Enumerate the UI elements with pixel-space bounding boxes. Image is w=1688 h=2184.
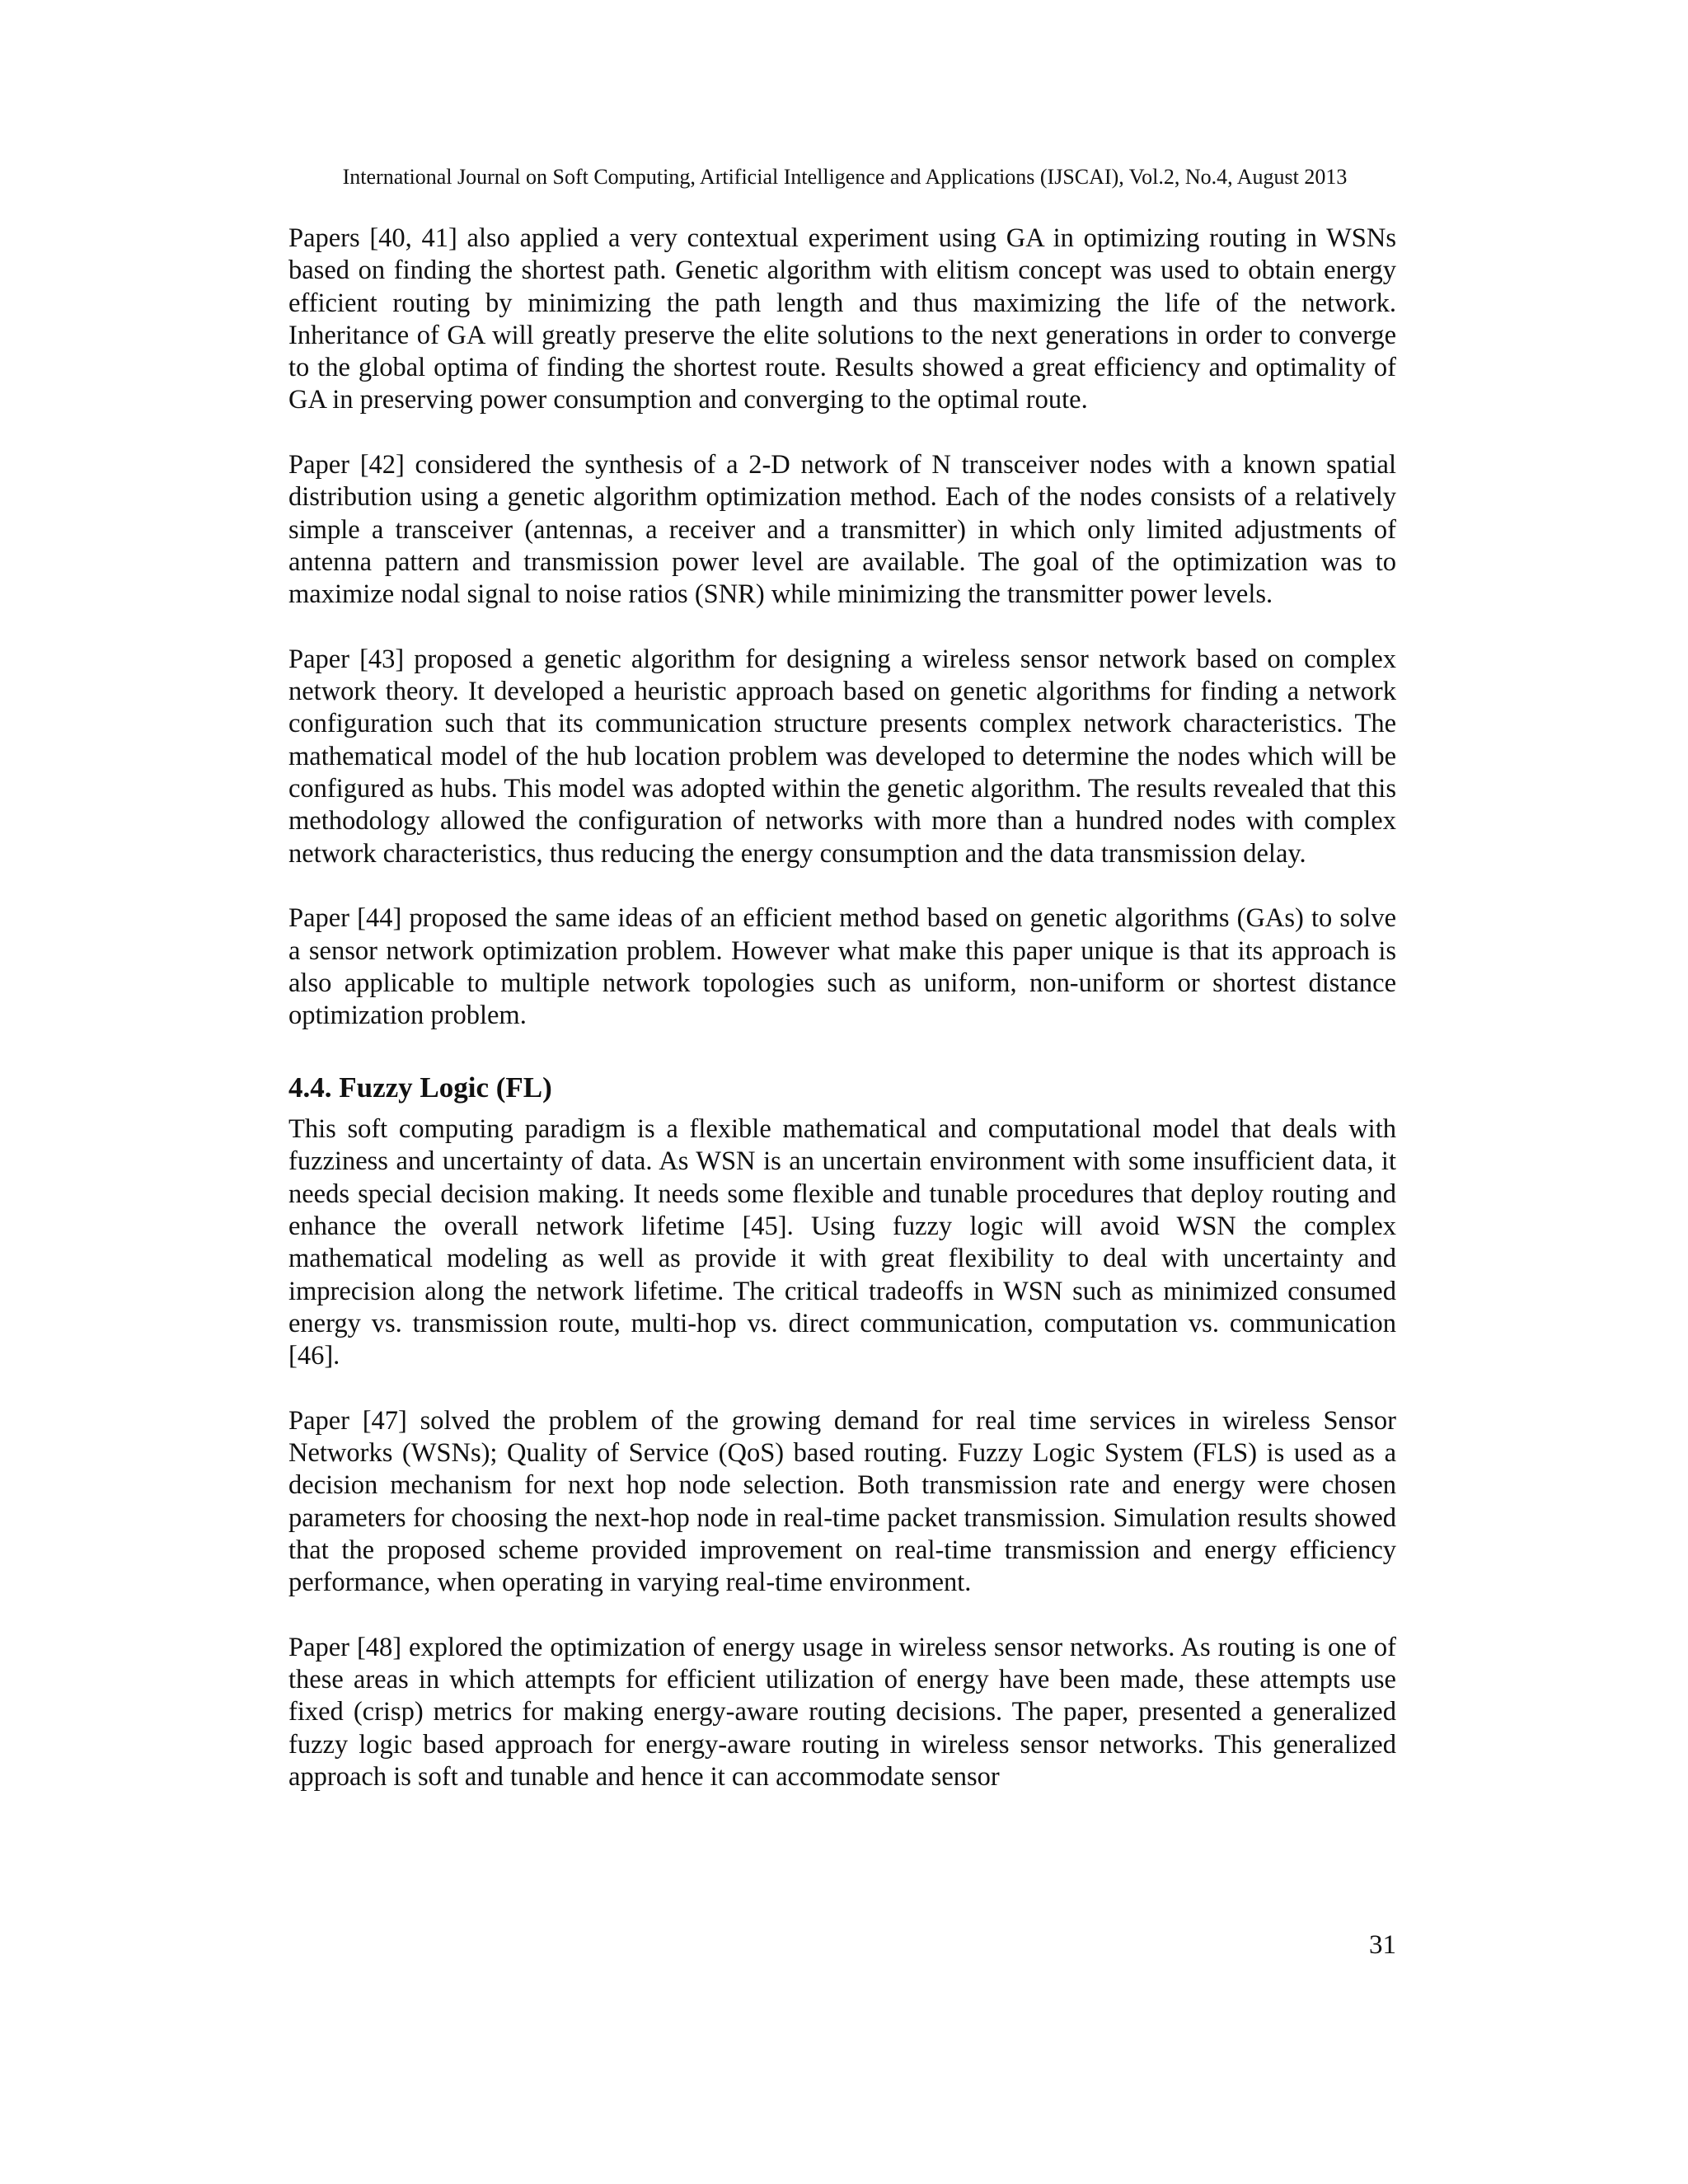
paragraph-fl-qos-routing: Paper [47] solved the problem of the growing demand for real time services in wireless Sensor Networks (WSNs); Quality of Service (QoS) based routing. Fuzzy Logic System (FLS) is used as a decision mechanism for next hop node selection. Both transmission rate and energy were chosen parameters for choosing the next-hop node in real-time packet transmission. Simulation results showed that the proposed scheme provided improvement on real-time transmission and energy efficiency performance, when operating in varying real-time environment. bbox=[288, 1405, 1396, 1598]
section-heading-fuzzy-logic: 4.4. Fuzzy Logic (FL) bbox=[288, 1071, 552, 1104]
page-number: 31 bbox=[1369, 1930, 1396, 1960]
page-body bbox=[288, 223, 1396, 1793]
paragraph-gap bbox=[288, 612, 1396, 644]
paragraph-ga-transceiver-synthesis: Paper [42] considered the synthesis of a 2-D network of N transceiver nodes with a known spatial distribution using a genetic algorithm optimization method. Each of the nodes consists of a relatively simple a transceiver (antennas, a receiver and a transmitter) in which only limited adjustments of antenna pattern and transmission power level are available. The goal of the optimization was to maximize nodal signal to noise ratios (SNR) while minimizing the transmitter power levels. bbox=[288, 450, 1396, 610]
paragraph-ga-complex-network: Paper [43] proposed a genetic algorithm for designing a wireless sensor network based on complex network theory. It developed a heuristic approach based on genetic algorithms for finding a network configuration such that its communication structure presents complex network characteristics. The mathematical model of the hub location problem was developed to determine the nodes which will be configured as hubs. This model was adopted within the genetic algorithm. The results revealed that this methodology allowed the configuration of networks with more than a hundred nodes with complex network characteristics, thus reducing the energy consumption and the data transmission delay. bbox=[288, 644, 1396, 869]
paragraph-gap bbox=[288, 870, 1396, 902]
running-header: International Journal on Soft Computing, Artificial Intelligence and Applications (IJSCAI), Vol.2, No.4, August 2013 bbox=[342, 165, 1348, 189]
paragraph-gap bbox=[288, 417, 1396, 449]
paragraph-fl-energy-aware: Paper [48] explored the optimization of energy usage in wireless sensor networks. As routing is one of these areas in which attempts for efficient utilization of energy have been made, these attempts use fixed (crisp) metrics for making energy-aware routing decisions. The paper, presented a generalized fuzzy logic based approach for energy-aware routing in wireless sensor networks. This generalized approach is soft and tunable and hence it can accommodate sensor bbox=[288, 1632, 1396, 1792]
paragraph-gap bbox=[288, 1372, 1396, 1404]
paragraph-fl-intro: This soft computing paradigm is a flexible mathematical and computational model that deals with fuzziness and uncertainty of data. As WSN is an uncertain environment with some insufficient data, it needs special decision making. It needs some flexible and tunable procedures that deploy routing and enhance the overall network lifetime [45]. Using fuzzy logic will avoid WSN the complex mathematical modeling as well as provide it with great flexibility to deal with uncertainty and imprecision along the network lifetime. The critical tradeoffs in WSN such as minimized consumed energy vs. transmission route, multi-hop vs. direct communication, computation vs. communication [46]. bbox=[288, 1114, 1396, 1371]
paragraph-ga-shortest-path: Papers [40, 41] also applied a very contextual experiment using GA in optimizing routing in WSNs based on finding the shortest path. Genetic algorithm with elitism concept was used to obtain energy efficient routing by minimizing the path length and thus maximizing the life of the network. Inheritance of GA will greatly preserve the elite solutions to the next generations in order to converge to the global optima of finding the shortest route. Results showed a great efficiency and optimality of GA in preserving power consumption and converging to the optimal route. bbox=[288, 223, 1396, 415]
paragraph-gap bbox=[288, 1599, 1396, 1631]
paragraph-gap bbox=[288, 1032, 1396, 1064]
paragraph-ga-sensor-optimization: Paper [44] proposed the same ideas of an efficient method based on genetic algorithms (GAs) to solve a sensor network optimization problem. However what make this paper unique is that its approach is also applicable to multiple network topologies such as uniform, non-uniform or shortest distance optimization problem. bbox=[288, 903, 1396, 1031]
